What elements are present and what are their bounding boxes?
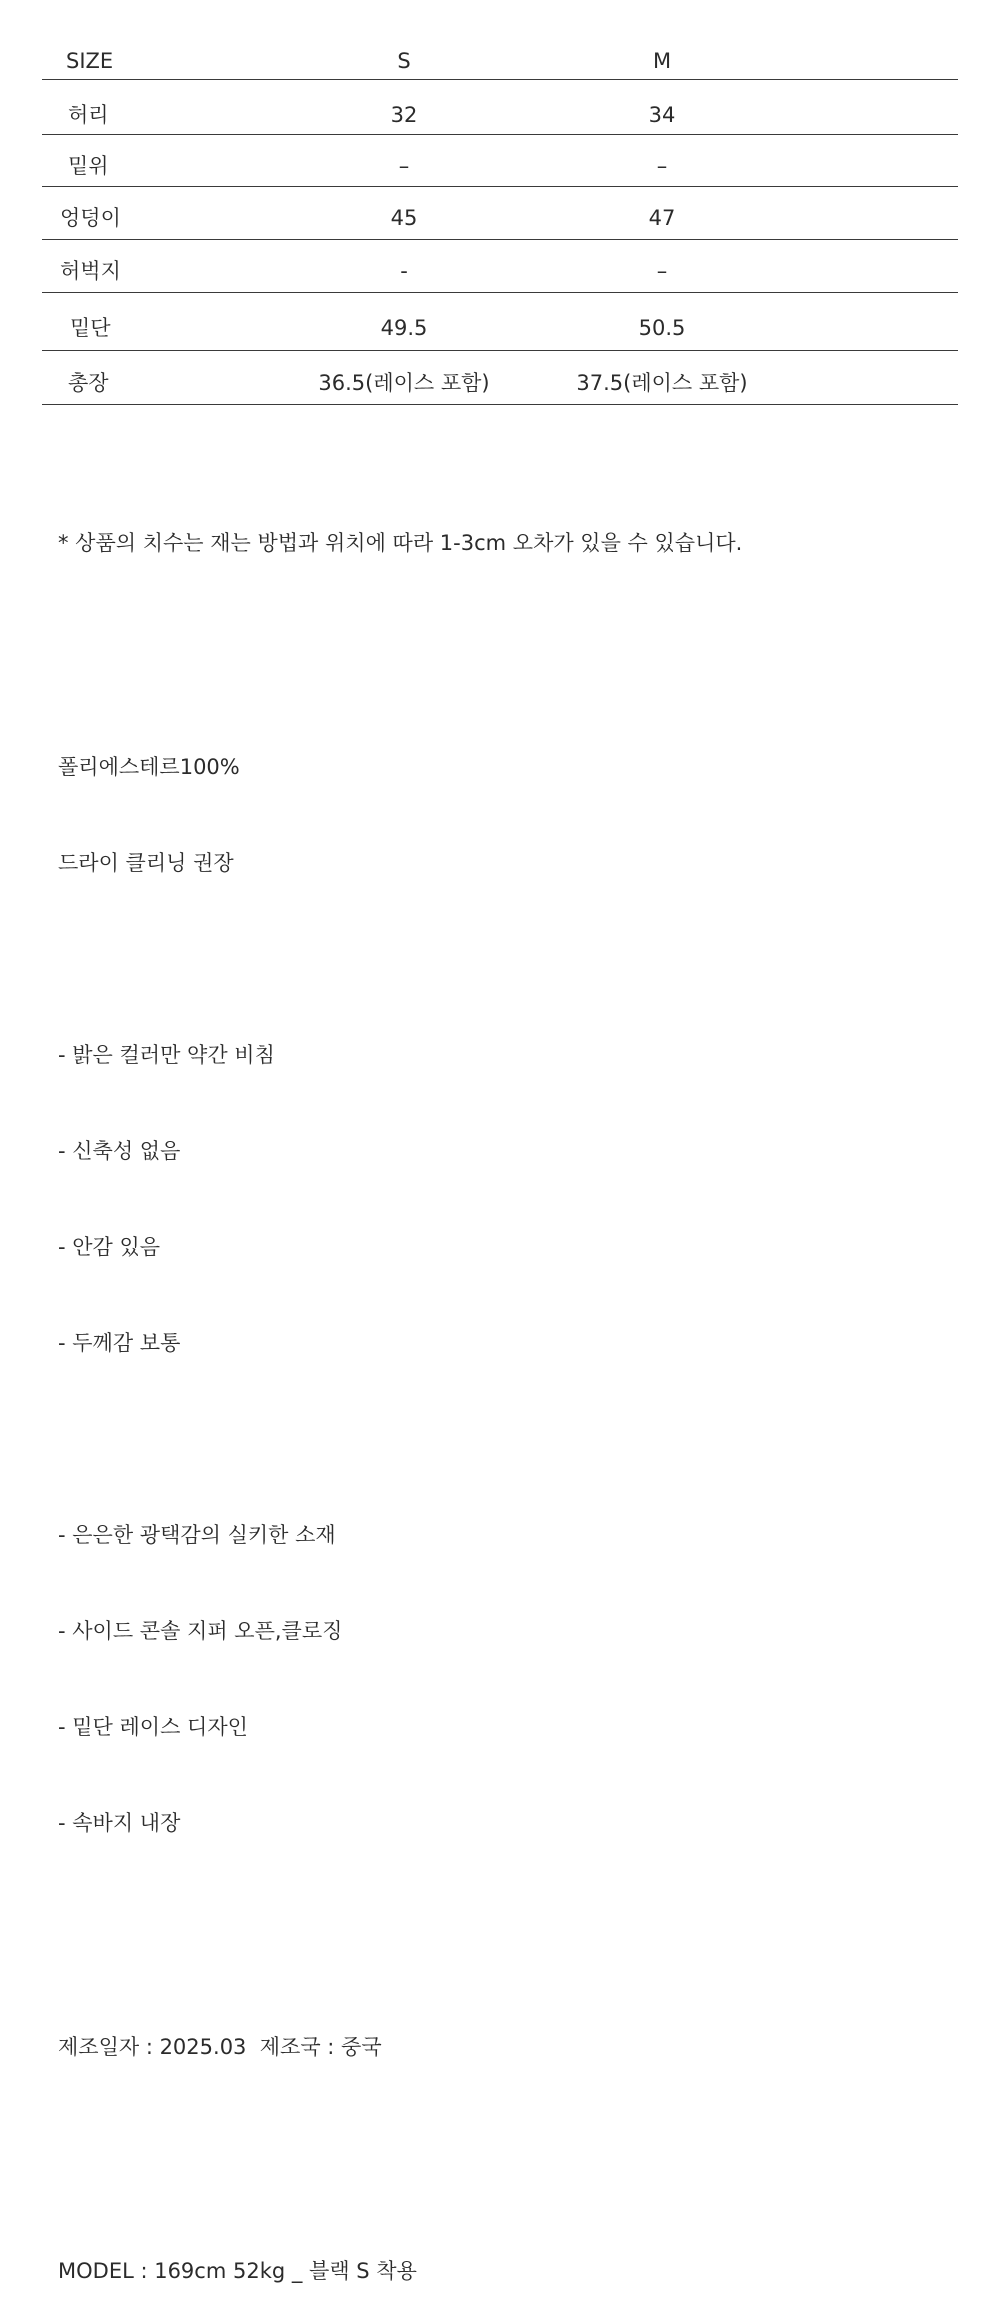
row-value-m: 34 [648, 103, 676, 127]
table-row [42, 293, 958, 351]
row-value-s: 45 [390, 206, 418, 230]
feature-item: - 은은한 광택감의 실키한 소재 [58, 1523, 336, 1547]
row-label: 허리 [68, 103, 109, 127]
spacer [58, 623, 742, 687]
table-row [42, 351, 958, 405]
model-info: MODEL : 169cm 52kg _ 블랙 S 착용 [58, 2259, 417, 2283]
row-label: 허벅지 [60, 259, 121, 283]
feature-item: - 밑단 레이스 디자인 [58, 1715, 248, 1739]
row-value-s: 49.5 [380, 316, 428, 340]
size-disclaimer: * 상품의 치수는 재는 방법과 위치에 따라 1-3cm 오차가 있을 수 있습니다. [58, 531, 743, 555]
row-value-m: – [656, 154, 668, 178]
row-label: 엉덩이 [60, 206, 121, 230]
table-row [42, 187, 958, 240]
row-label: 밑단 [70, 316, 111, 340]
manufacture-info: 제조일자 : 2025.03 제조국 : 중국 [58, 2035, 382, 2059]
row-value-s: 36.5(레이스 포함) [318, 371, 490, 395]
table-row [42, 80, 958, 135]
material-text: 폴리에스테르100% [58, 755, 240, 779]
size-table-header [42, 40, 958, 80]
row-value-s: – [398, 154, 410, 178]
product-notes [58, 463, 742, 2319]
feature-item: - 신축성 없음 [58, 1139, 181, 1163]
care-text: 드라이 클리닝 권장 [58, 851, 234, 875]
spacer [58, 1423, 742, 1455]
feature-item: - 두께감 보통 [58, 1331, 181, 1355]
feature-item: - 안감 있음 [58, 1235, 161, 1259]
spacer [58, 1903, 742, 1967]
spacer [58, 2127, 742, 2191]
row-value-s: - [400, 259, 408, 283]
row-value-m: – [656, 259, 668, 283]
row-value-m: 37.5(레이스 포함) [576, 371, 748, 395]
size-table [42, 40, 958, 405]
table-row [42, 240, 958, 293]
feature-item: - 사이드 콘솔 지퍼 오픈,클로징 [58, 1619, 343, 1643]
header-size-m: M [652, 49, 672, 73]
spacer [58, 943, 742, 975]
row-label: 밑위 [68, 154, 109, 178]
feature-item: - 밝은 컬러만 약간 비침 [58, 1043, 275, 1067]
row-value-m: 47 [648, 206, 676, 230]
header-size-s: S [397, 49, 411, 73]
row-label: 총장 [68, 371, 109, 395]
table-row [42, 135, 958, 187]
row-value-m: 50.5 [638, 316, 686, 340]
feature-item: - 속바지 내장 [58, 1811, 181, 1835]
row-value-s: 32 [390, 103, 418, 127]
header-size-label: SIZE [66, 49, 114, 73]
